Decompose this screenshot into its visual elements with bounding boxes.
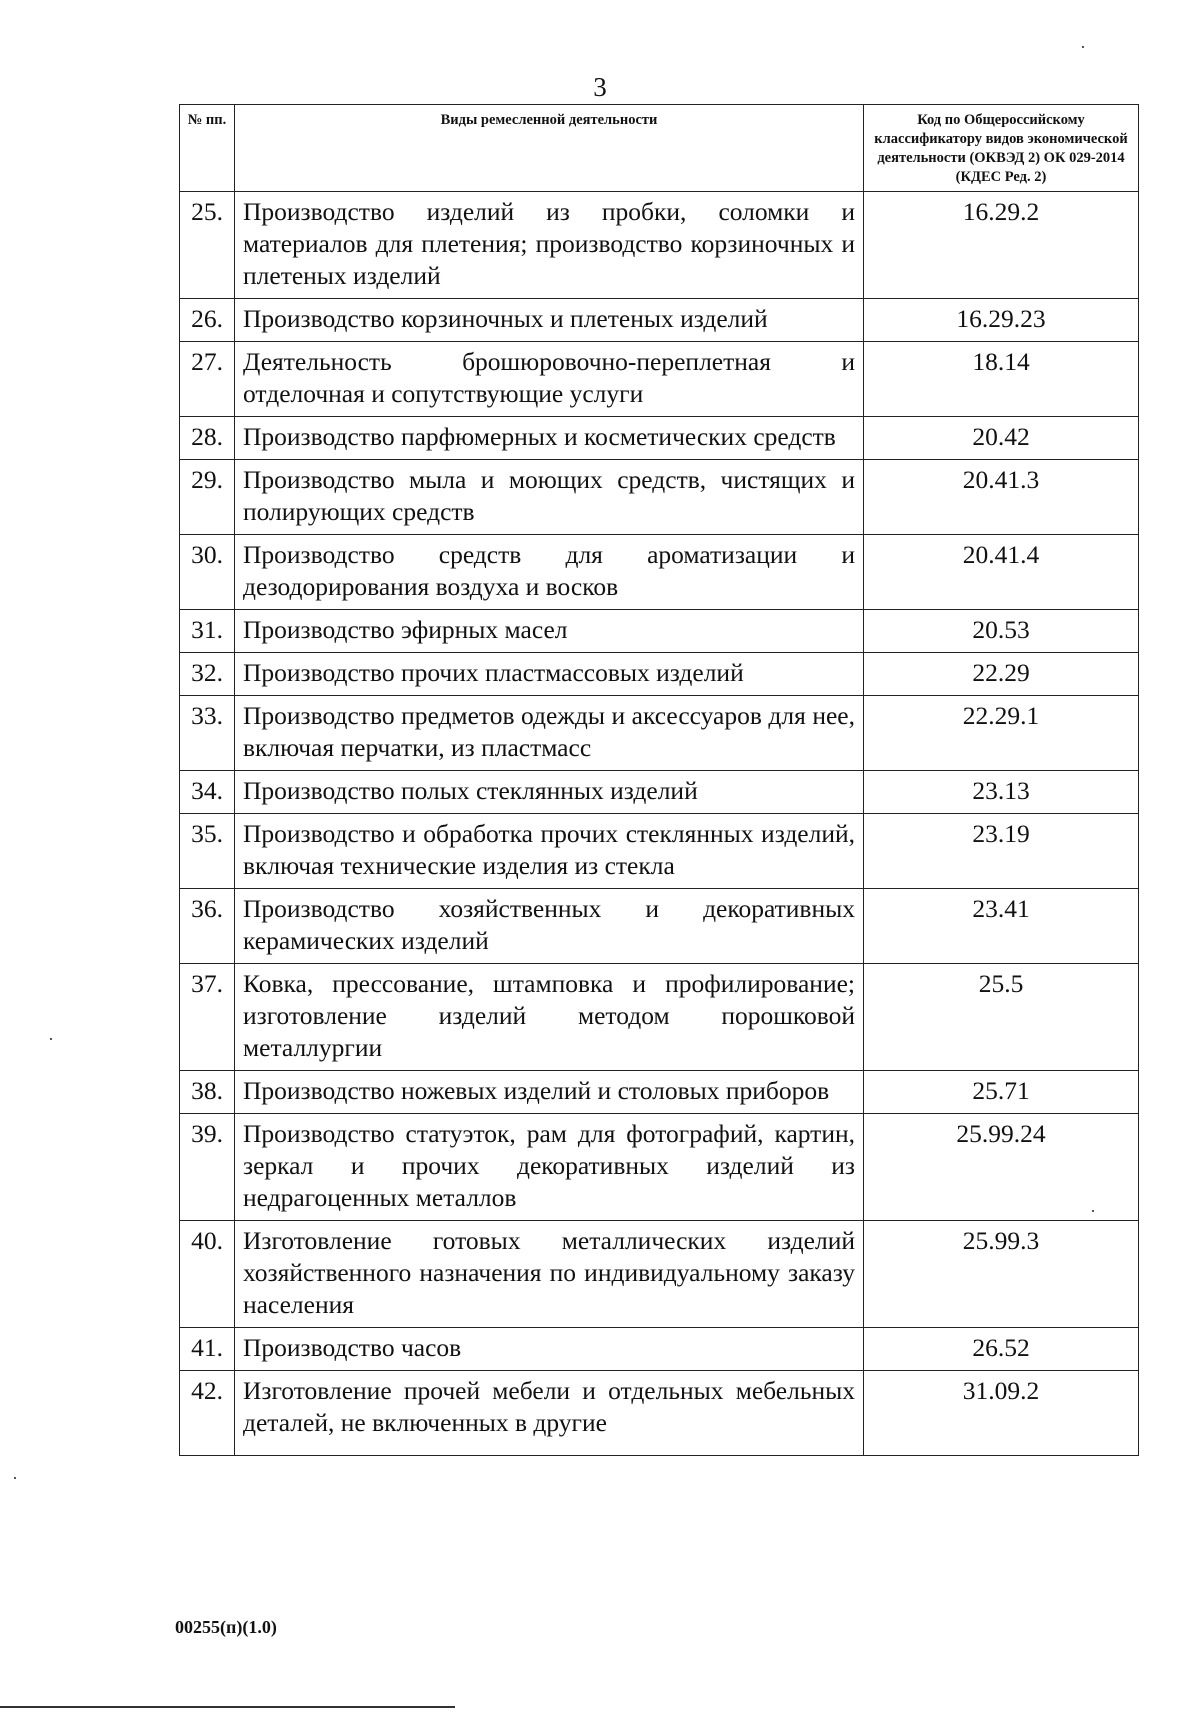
row-code: 20.42 xyxy=(864,417,1139,460)
row-num: 29. xyxy=(180,460,235,535)
row-activity: Деятельность брошюровочно-переплетная и отделочная и сопутствующие услуги xyxy=(235,342,864,417)
table-row xyxy=(180,964,1139,1071)
row-activity: Ковка, прессование, штамповка и профилирование; изготовление изделий методом порошковой металлургии xyxy=(235,964,864,1071)
table-row xyxy=(180,771,1139,814)
row-code: 25.99.3 xyxy=(864,1221,1139,1328)
row-code: 31.09.2 xyxy=(864,1371,1139,1456)
document-code: 00255(п)(1.0) xyxy=(175,1617,277,1637)
header-activity: Виды ремесленной деятельности xyxy=(235,105,864,192)
row-code: 25.5 xyxy=(864,964,1139,1071)
row-num: 32. xyxy=(180,653,235,696)
row-code: 20.41.3 xyxy=(864,460,1139,535)
row-activity: Производство средств для ароматизации и дезодорирования воздуха и восков xyxy=(235,535,864,610)
row-activity: Производство корзиночных и плетеных изделий xyxy=(235,299,864,342)
row-activity: Производство парфюмерных и косметических средств xyxy=(235,417,864,460)
table-header-row xyxy=(180,105,1139,192)
row-activity: Производство полых стеклянных изделий xyxy=(235,771,864,814)
row-code: 25.99.24 xyxy=(864,1114,1139,1221)
table-row xyxy=(180,1371,1139,1456)
row-code: 20.41.4 xyxy=(864,535,1139,610)
row-num: 41. xyxy=(180,1328,235,1371)
header-okved-code: Код по Общероссийскому классификатору видов экономической деятельности (ОКВЭД 2) ОК 029-2014 (КДЕС Ред. 2) xyxy=(864,105,1139,192)
table-row xyxy=(180,653,1139,696)
row-activity: Производство предметов одежды и аксессуаров для нее, включая перчатки, из пластмасс xyxy=(235,696,864,771)
row-code: 22.29 xyxy=(864,653,1139,696)
row-num: 26. xyxy=(180,299,235,342)
scan-speck xyxy=(1092,1210,1094,1212)
table-row xyxy=(180,610,1139,653)
row-activity: Производство изделий из пробки, соломки и материалов для плетения; производство корзиночных и плетеных изделий xyxy=(235,192,864,299)
row-activity: Производство мыла и моющих средств, чистящих и полирующих средств xyxy=(235,460,864,535)
row-num: 39. xyxy=(180,1114,235,1221)
table-row xyxy=(180,696,1139,771)
scan-speck xyxy=(1082,46,1084,48)
row-activity: Производство эфирных масел xyxy=(235,610,864,653)
row-activity: Производство ножевых изделий и столовых приборов xyxy=(235,1071,864,1114)
row-num: 25. xyxy=(180,192,235,299)
page-number: 3 xyxy=(593,72,607,102)
row-code: 25.71 xyxy=(864,1071,1139,1114)
okved-table xyxy=(179,104,1139,1456)
table-row xyxy=(180,1071,1139,1114)
row-num: 36. xyxy=(180,889,235,964)
row-code: 16.29.23 xyxy=(864,299,1139,342)
row-activity: Производство хозяйственных и декоративных керамических изделий xyxy=(235,889,864,964)
scan-speck xyxy=(50,1038,52,1040)
table-row xyxy=(180,1328,1139,1371)
table-row xyxy=(180,1114,1139,1221)
row-num: 34. xyxy=(180,771,235,814)
row-activity: Производство и обработка прочих стеклянных изделий, включая технические изделия из стекла xyxy=(235,814,864,889)
table-row xyxy=(180,814,1139,889)
row-activity-text: Изготовление прочей мебели и отдельных мебельных деталей, не включенных в другие xyxy=(243,1376,855,1437)
row-num: 27. xyxy=(180,342,235,417)
row-num: 37. xyxy=(180,964,235,1071)
table-row xyxy=(180,417,1139,460)
table-row xyxy=(180,1221,1139,1328)
row-code: 20.53 xyxy=(864,610,1139,653)
row-num: 30. xyxy=(180,535,235,610)
row-num: 42. xyxy=(180,1371,235,1456)
row-code: 23.41 xyxy=(864,889,1139,964)
row-num: 40. xyxy=(180,1221,235,1328)
row-code: 22.29.1 xyxy=(864,696,1139,771)
row-activity xyxy=(235,1371,864,1456)
scan-speck xyxy=(14,1477,16,1479)
row-activity: Производство часов xyxy=(235,1328,864,1371)
table-row xyxy=(180,192,1139,299)
row-code: 23.13 xyxy=(864,771,1139,814)
row-num: 38. xyxy=(180,1071,235,1114)
table-row xyxy=(180,460,1139,535)
row-code: 26.52 xyxy=(864,1328,1139,1371)
row-num: 28. xyxy=(180,417,235,460)
header-num: № пп. xyxy=(180,105,235,192)
row-activity: Изготовление готовых металлических изделий хозяйственного назначения по индивидуальному заказу населения xyxy=(235,1221,864,1328)
table-row xyxy=(180,299,1139,342)
row-activity: Производство статуэток, рам для фотографий, картин, зеркал и прочих декоративных изделий из недрагоценных металлов xyxy=(235,1114,864,1221)
row-num: 33. xyxy=(180,696,235,771)
table-row xyxy=(180,889,1139,964)
table-row xyxy=(180,535,1139,610)
row-num: 31. xyxy=(180,610,235,653)
table-row xyxy=(180,342,1139,417)
scan-edge-line xyxy=(0,1706,455,1708)
row-code: 23.19 xyxy=(864,814,1139,889)
row-code: 16.29.2 xyxy=(864,192,1139,299)
row-num: 35. xyxy=(180,814,235,889)
row-code: 18.14 xyxy=(864,342,1139,417)
row-activity: Производство прочих пластмассовых изделий xyxy=(235,653,864,696)
